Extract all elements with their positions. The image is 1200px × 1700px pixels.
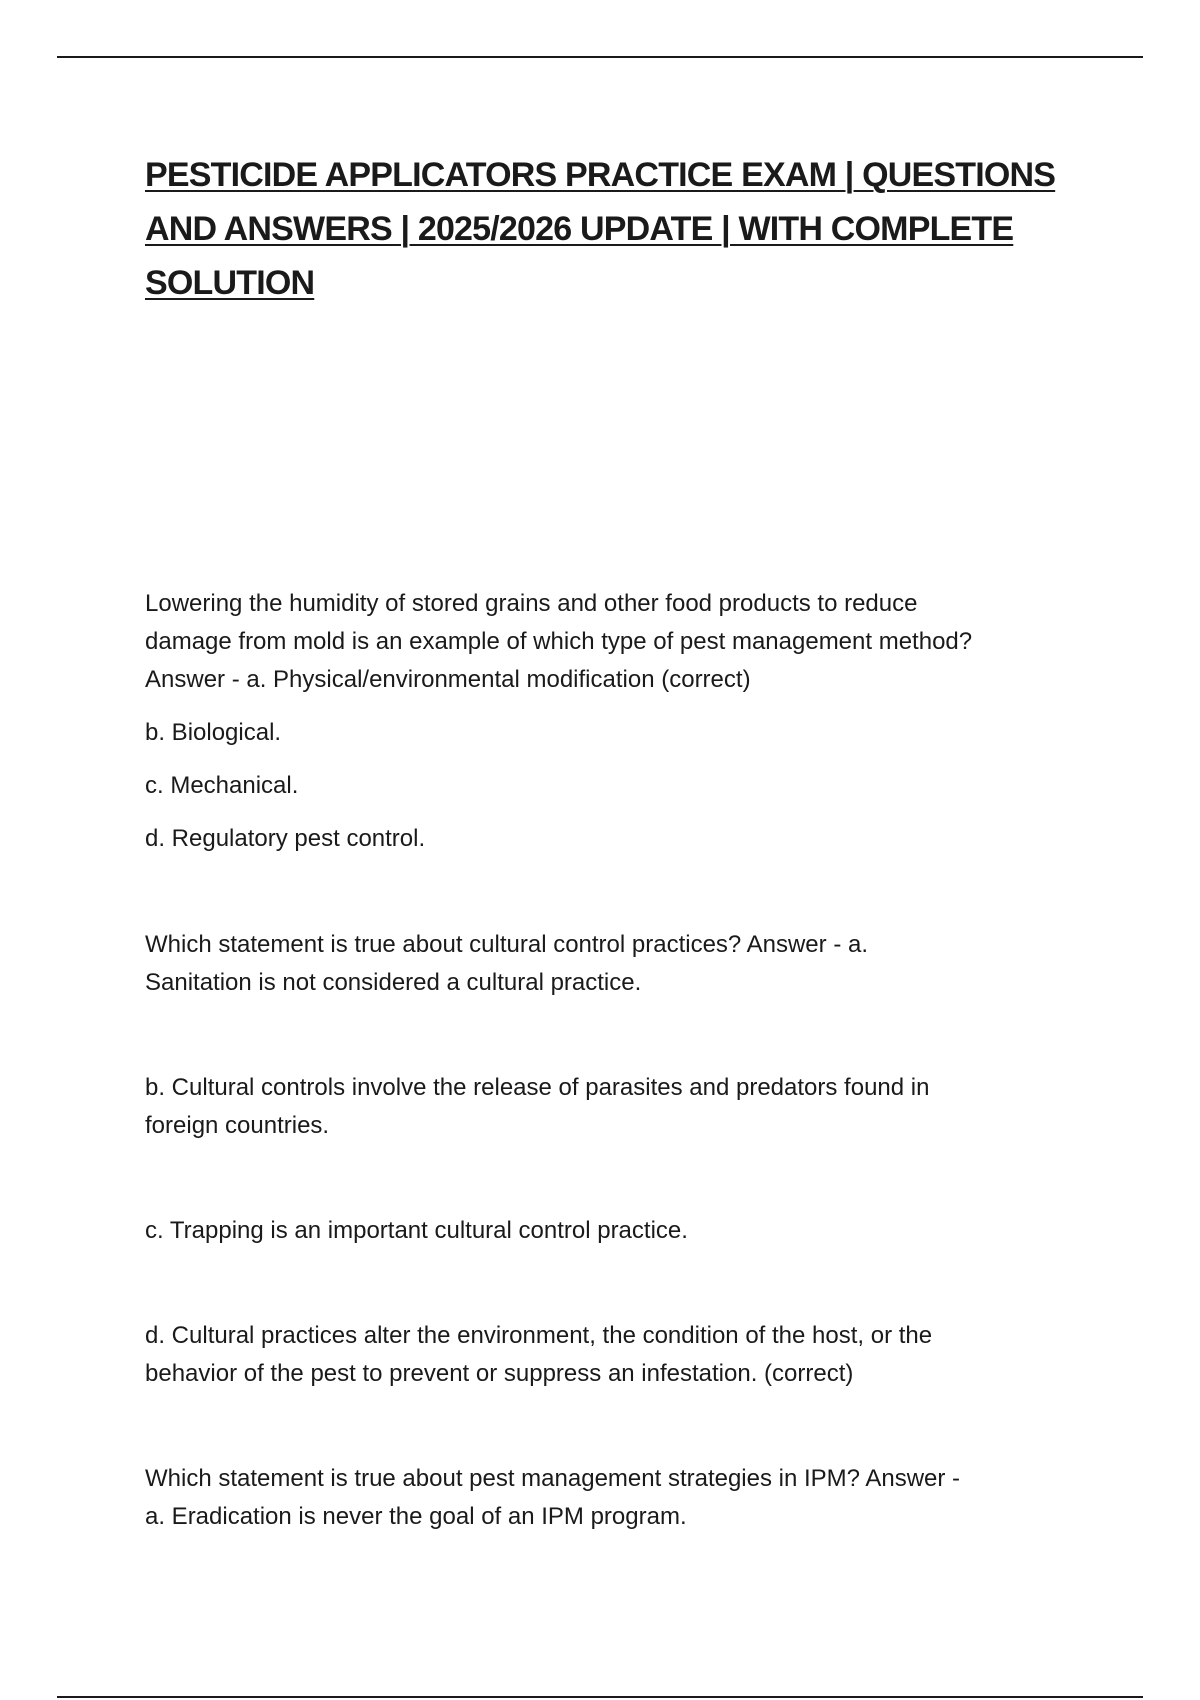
top-rule (57, 56, 1143, 58)
document-body (145, 585, 1065, 1536)
question-2-option-c: c. Trapping is an important cultural control practice. (145, 1217, 688, 1244)
question-3-text: Which statement is true about pest management strategies in IPM? Answer - a. Eradication is never the goal of an IPM program. (145, 1465, 961, 1530)
question-1-text: Lowering the humidity of stored grains and other food products to reduce damage from mold is an example of which type of pest management method? Answer - a. Physical/environmental modification (correct) (145, 590, 973, 693)
document-title: PESTICIDE APPLICATORS PRACTICE EXAM | QUESTIONS AND ANSWERS | 2025/2026 UPDATE | WITH COMPLETE SOLUTION (145, 156, 1056, 302)
question-1-option-d: d. Regulatory pest control. (145, 825, 426, 852)
question-1-option-c: c. Mechanical. (145, 772, 299, 799)
question-2-option-b: b. Cultural controls involve the release of parasites and predators found in foreign countries. (145, 1074, 930, 1139)
question-1-option-b: b. Biological. (145, 719, 282, 746)
bottom-rule (57, 1696, 1143, 1698)
question-2-option-d: d. Cultural practices alter the environment, the condition of the host, or the behavior of the pest to prevent or suppress an infestation. (correct) (145, 1322, 933, 1387)
question-2-text: Which statement is true about cultural control practices? Answer - a. Sanitation is not considered a cultural practice. (145, 931, 868, 996)
